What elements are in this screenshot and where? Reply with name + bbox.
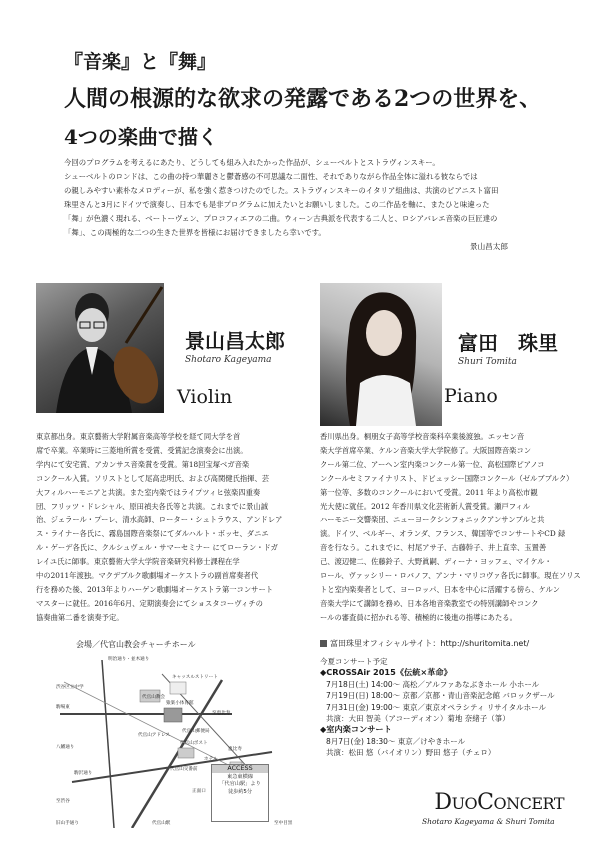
map-label: 駒沢通り	[74, 771, 93, 776]
bio-line: ールの審査員に招かれる等、積極的に後進の指導にあたる。	[320, 612, 517, 622]
schedule-item: 7月18日(土) 14:00～ 高松／アルファあなぶきホール 小ホール	[326, 679, 540, 689]
map-label: 明治通り・並木通り	[108, 657, 150, 662]
performer-name-tomita: 富田 珠里	[458, 331, 558, 355]
intro-line: 「舞」、この両極的な二つの生きた世界を皆様にお届けできましたら幸いです。	[64, 228, 326, 237]
bio-line: 第一位等、多数のコンクールにおいて受賞。2011 年より高松市観	[320, 487, 538, 497]
schedule-section-chamber: ◆室内楽コンサート	[320, 724, 392, 735]
bio-line: 団、フリッツ・ドレシャル、原田禎夫各氏等と共演。これまでに景山誠	[36, 501, 269, 511]
bio-line: ス・ライナー各氏に、霧島国際音楽祭にてダルハルト・ボッセ、ダニエ	[36, 529, 269, 539]
map-label: キャッスルストリート	[172, 675, 218, 680]
bio-line: 音楽大学にて講師を務め、日本各地音楽教室での特別講師やコンク	[320, 598, 539, 608]
map-label: 正面口	[192, 789, 206, 794]
performer-romaji-tomita: Shuri Tomita	[458, 357, 517, 367]
bio-line: レイユ氏に師事。東京藝術大学大学院音楽研究科修士課程在学	[36, 557, 240, 567]
access-line: 徒歩約5分	[227, 788, 253, 795]
bio-line: 大フィルハーモニアと共演。また室内楽ではライプツィヒ弦楽四重奏	[36, 487, 261, 497]
square-bullet-icon	[320, 640, 327, 647]
schedule-item: 7月31日(金) 19:00～ 東京／東京オペラシティ リサイタルホール	[326, 702, 547, 712]
schedule-performers: 共演：大田 智美（アコーディオン）菊地 奈緒子（箏）	[326, 714, 510, 724]
map-label: 代官山郵便局	[182, 729, 210, 734]
map-label: ホテル	[204, 757, 218, 762]
performer-name-kageyama: 景山昌太郎	[185, 329, 285, 353]
map-label: 代官山アドレス	[138, 733, 171, 738]
bio-line: コンクール入賞。ソリストとして尾高忠明氏、および高関健氏指揮、芸	[36, 473, 270, 483]
map-label: 恵比寿	[228, 747, 242, 752]
logo-letters: UO	[451, 794, 478, 813]
intro-line: 珠里さんと3月にドイツで演奏し、日本でも是非プログラムに加えたいとお願いしました。この二作品を軸に、またひと味違った	[64, 200, 490, 209]
bio-line: ル・ゲーデ各氏に、クルシュヴェル・サマーセミナー にてローラン・ドガ	[36, 543, 278, 553]
title-line-1: 『音楽』と『舞』	[64, 51, 217, 73]
website-text: 富田珠里オフィシャルサイト：http://shuritomita.net/	[330, 639, 530, 648]
map-label: 至渋谷	[56, 799, 70, 804]
title-line-3: 4つの楽曲で描く	[64, 125, 218, 149]
concert-schedule	[320, 656, 555, 759]
bio-tomita	[320, 430, 581, 625]
bio-line: 治、ジェラール・プーレ、清水高師、ローター・シュトラウス、アンドレア	[36, 515, 283, 525]
map-label: 旧山手通り	[56, 821, 79, 826]
intro-signature: 景山昌太郎	[470, 242, 508, 251]
bio-line: 学内にて安宅賞、アカンサス音楽賞を受賞。第18回宝塚ベガ音楽	[36, 459, 250, 469]
bio-line: 己、渡辺健二、佐藤鈴子、大野眞嗣、ディーナ・ヨッフェ、マイケル・	[320, 557, 552, 567]
pianist-photo	[320, 283, 442, 426]
bio-line: 演。ドイツ、ベルギー、オランダ、フランス、韓国等でコンサートやCD 録	[320, 529, 566, 539]
map-label: 代官山駅	[152, 821, 171, 826]
bio-line: ハーモニー交響楽団、ニューヨークシンフォニックアンサンブルと共	[320, 515, 545, 525]
duo-concert-logo	[434, 790, 564, 815]
map-label: 猿楽小体育館	[166, 701, 194, 706]
access-box	[211, 764, 269, 822]
intro-line: シューベルトのロンドは、この曲の持つ華麗さと鬱蒼感の不可思議な二面性、それでありながら作品全体に溢れる彼ならでは	[64, 172, 478, 181]
map-label: 駒場東	[56, 705, 70, 710]
schedule-heading: 今夏コンサート予定	[320, 657, 388, 666]
official-website[interactable]	[320, 638, 529, 649]
access-line: 東急東横線	[227, 773, 253, 780]
bio-line: マスターに就任。2016年6月、定期演奏会にてショスタコーヴィチの	[36, 598, 263, 608]
bio-line: 光大使に就任。2012 年香川県文化芸術新人賞受賞。瀬戸フィル	[320, 501, 531, 511]
title-line-2: 人間の根源的な欲求の発露である2つの世界を、	[64, 86, 542, 112]
schedule-performers: 共演：松田 悠（バイオリン）野田 悠子（チェロ）	[326, 748, 496, 758]
logo-letters: ONCERT	[493, 794, 564, 813]
access-line: 「代官山駅」より	[219, 781, 261, 787]
map-label: 八幡通り	[56, 745, 75, 750]
map-label: 代官山交番前	[170, 767, 198, 772]
bio-line: 香川県出身。桐朋女子高等学校音楽科卒業後渡独。エッセン音	[320, 432, 525, 441]
schedule-item: 7月19日(日) 18:00～ 京都／京都・青山音楽記念館 バロックザール	[326, 691, 555, 701]
map-label: 渋谷区立中学	[56, 685, 84, 690]
intro-line: の親しみやすい素朴なメロディーが、私を強く惹きつけたのでした。ストラヴィンスキーのイタリア組曲は、共演のピアニスト富田	[64, 186, 499, 195]
bio-line: ロール、ヴァッシリー・ロバノフ、アンナ・マリコヴァ各氏に師事。現在ソリス	[320, 571, 581, 581]
logo-subtitle: Shotaro Kageyama & Shuri Tomita	[422, 817, 555, 826]
intro-text	[64, 156, 524, 240]
map-label: 至中目黒	[274, 821, 293, 826]
intro-line: 「舞」が色濃く現れる、ベートーヴェン、プロコフィエフの二曲。ウィーン古典派を代表する二人と、ロシアバレエ音楽の巨匠達の	[64, 214, 498, 223]
bio-line: 行を務めた後、2013年よりハーゲン歌劇場オーケストラ第一コンサート	[36, 584, 274, 594]
bio-line: トと室内楽奏者として、ヨーロッパ、日本を中心に活躍する傍ら、ケルン	[320, 584, 560, 594]
bio-line: 席で卒業。卒業時に三菱地所賞を受賞、受賞記念演奏会に出演。	[36, 445, 248, 455]
map-label: 代官山ポスト	[180, 741, 208, 746]
bio-line: クール第二位、アーヘン室内楽コンクール第一位、高松国際ピアノコ	[320, 459, 545, 469]
map-title: 会場／代官山教会チャーチホール	[76, 640, 196, 649]
map-label: 代官山教会	[142, 695, 165, 700]
violinist-photo	[36, 283, 164, 413]
performer-instrument-violin: Violin	[177, 386, 233, 408]
bio-line: 東京都出身。東京藝術大学附属音楽高等学校を経て同大学を首	[36, 432, 241, 441]
logo-letter: D	[434, 790, 452, 815]
performer-romaji-kageyama: Shotaro Kageyama	[185, 355, 272, 365]
performer-instrument-piano: Piano	[444, 385, 498, 407]
bio-line: 楽大学首席卒業、ケルン音楽大学大学院修了。大阪国際音楽コン	[320, 445, 532, 455]
schedule-item: 8月7日(金) 18:30～ 東京／けやきホール	[326, 736, 466, 746]
map-label: 至恵比寿	[212, 711, 231, 716]
bio-kageyama	[36, 430, 282, 625]
logo-letter: C	[477, 790, 494, 815]
schedule-section-crossair: ◆CROSSAir 2015《伝統×革命》	[320, 667, 452, 678]
bio-line: 協奏曲第二番を演奏予定。	[36, 612, 124, 622]
bio-line: 中の2011年渡独。マクデブルク歌劇場オーケストラの副首席奏者代	[36, 571, 259, 581]
bio-line: ンクールセミファイナリスト、ドビュッシー国際コンクール（ゼルブブルク）	[320, 473, 574, 483]
bio-line: 音を行なう。これまでに、村尾アサ子、古藤幹子、井上直幸、玉置善	[320, 543, 547, 553]
access-header: ACCESS	[212, 765, 268, 773]
intro-line: 今回のプログラムを考えるにあたり、どうしても組み入れたかった作品が、シューベルトとストラヴィンスキー。	[64, 158, 440, 167]
